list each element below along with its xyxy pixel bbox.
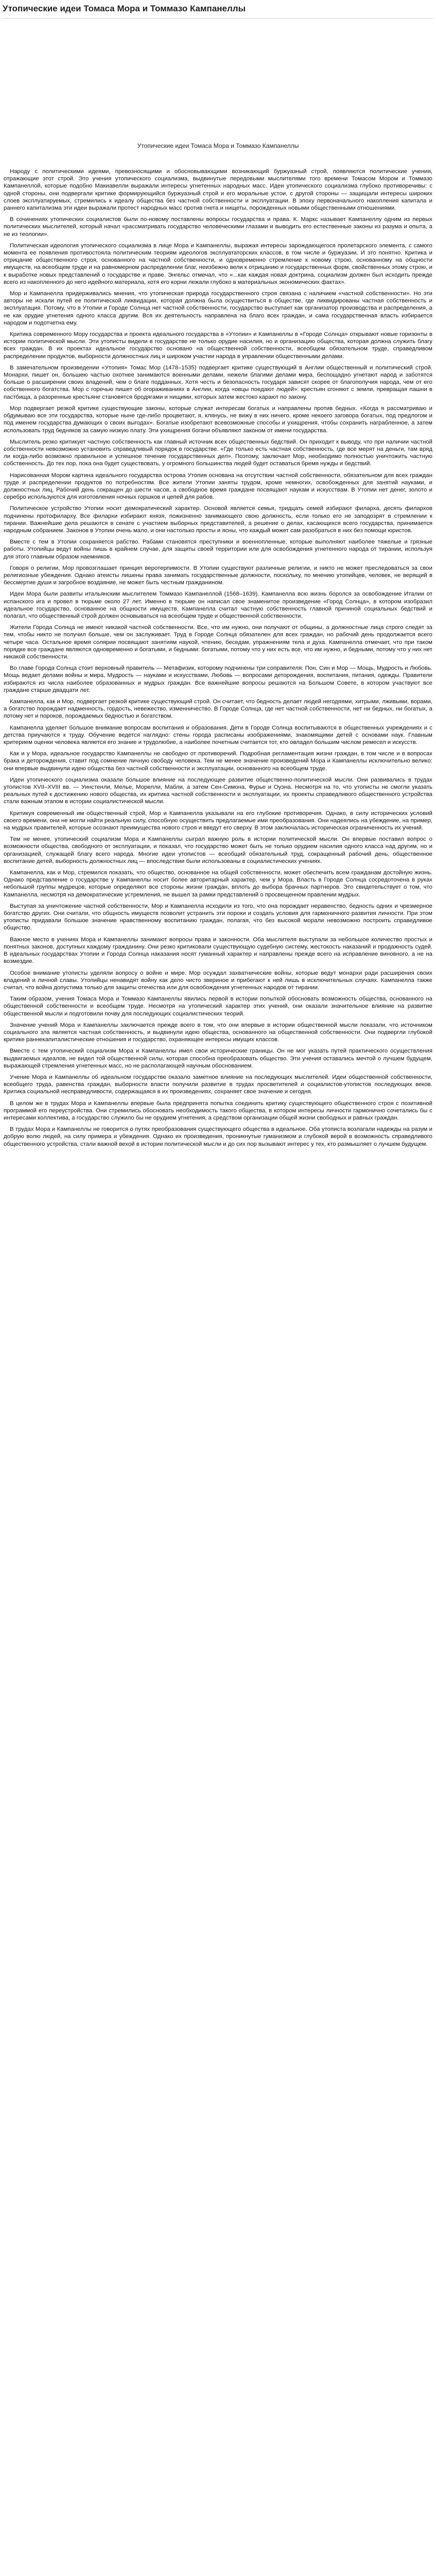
body-paragraph: Таким образом, учения Томаса Мора и Томмазо Кампанеллы явились первой в истории попыткой обосновать возможность общества, основанного на общественной собственности и всеобщем труде. Несмотря на утопический характер этих учений, они оказали значительное влияние на развитие общественной мысли и подготовили почву для последующих социалистических теорий. xyxy=(4,996,432,1017)
body-paragraph: Важное место в учениях Мора и Кампанеллы занимают вопросы права и законности. Оба мыслителя выступали за небольшое количество простых и понятных законов, доступных каждому гражданину. Они резко критиковали существующую судебную систему, жестокость наказаний и продажность судей. В идеальных государствах Утопии и Города Солнца наказания носят гуманный характер и направлены прежде всего на исправление виновного, а не на возмездие. xyxy=(4,936,432,965)
body-paragraph: Как и у Мора, идеальное государство Кампанеллы не свободно от противоречий. Подробная регламентация жизни граждан, в том числе и в вопросах брака и деторождения, ставит под сомнение личную свободу человека. Тем не менее значение произведений Мора и Кампанеллы исключительно велико: они впервые выдвинули идею общества без частной собственности и эксплуатации, основанного на всеобщем труде. xyxy=(4,751,432,772)
body-paragraph: Говоря о религии, Мор провозглашает принцип веротерпимости. В Утопии существуют различные религии, и никто не может преследоваться за свои религиозные убеждения. Однако атеисты лишены права занимать государственные должности, поскольку, по мнению утопийцев, человек, не верящий в бессмертие души и загробное воздаяние, не может быть честным гражданином. xyxy=(4,565,432,586)
page xyxy=(0,0,436,1173)
body-paragraph: В целом же в трудах Мора и Кампанеллы впервые была предпринята попытка соединить критику существующего общественного строя с позитивной программой его переустройства. Они стремились обосновать необходимость такого общества, в котором интересы личности гармонично сочетались бы с интересами коллектива, а государство служило бы не орудием угнетения, а средством организации общей жизни свободных и равных граждан. xyxy=(4,1100,432,1121)
body-paragraph: В сочинениях утопических социалистов были по-новому поставлены вопросы государства и права. К. Маркс называет Кампанеллу одним из первых политических мыслителей, который начал «рассматривать государство человеческими глазами и выводить его естественные законы из разума и опыта, а не из теологии». xyxy=(4,216,432,238)
body-paragraph: Вместе с тем утопический социализм Мора и Кампанеллы имел свои исторические границы. Он не мог указать путей практического осуществления выдвигаемых идеалов, не видел той общественной силы, которая способна преобразовать общество. Эти учения оставались мечтой о лучшем будущем, выражающей стремления угнетенных масс, но не располагающей научным обоснованием. xyxy=(4,1048,432,1069)
page-title: Утопические идеи Томаса Мора и Томмазо Кампанеллы xyxy=(3,4,246,13)
body-paragraph: Идеи утопического социализма оказали большое влияние на последующее развитие общественно-политической мысли. Они развивались в трудах утопистов XVII–XVIII вв. — Уинстенли, Мелье, Морелли, Мабли, а затем Сен-Симона, Фурье и Оуэна. Несмотря на то, что утописты не смогли указать реальных путей к достижению нового общества, их критика частной собственности и эксплуатации, их проекты справедливого общественного устройства стали важным этапом в истории социалистической мысли. xyxy=(4,776,432,805)
body-paragraph: Мыслитель резко критикует частную собственность как главный источник всех общественных бедствий. Он приходит к выводу, что при наличии частной собственности невозможно установить справедливый порядок в государстве. «Где только есть частная собственность, где все мерят на деньги, там вряд ли когда-либо возможно правильное и успешное течение государственных дел». Поэтому, заключает Мор, необходимо полностью уничтожить частную собственность. До тех пор, пока она будет существовать, у огромного большинства людей будет оставаться бремя нужды и бедствий. xyxy=(4,438,432,467)
body-paragraph: Мор подвергает резкой критике существующие законы, которые служат интересам богатых и направлены против бедных. «Когда я рассматриваю и обдумываю все эти государства, которые ныне где-либо процветают, я, клянусь, не вижу в них ничего, кроме некоего заговора богатых, под предлогом и под именем государства думающих о своих выгодах». Богатые изобретают всевозможные способы и ухищрения, чтобы сохранить награбленное, а затем использовать труд бедняков за самую низкую плату. Эти ухищрения богачи объявляют законом от имени государства. xyxy=(4,405,432,434)
body-paragraph: Критика современного Мору государства и проекта идеального государства в «Утопии» и Кампанеллы в «Городе Солнца» открывают новые горизонты в истории политической мысли. Эти утописты видели в государстве не только орудие насилия, но и организацию общества, которая должна служить благу всех граждан. В их проектах идеальное государство основано на общественной собственности, всеобщем обязательном труде, справедливом распределении продуктов, выборности должностных лиц и широком участии народа в управлении общественными делами. xyxy=(4,331,432,360)
body-paragraph: Нарисованная Мором картина идеального государства острова Утопия основана на отсутствии частной собственности, обязательном для всех граждан труде и распределении продуктов по потребностям. Все жители Утопии заняты трудом, кроме немногих, освобожденных для занятий науками, и должностных лиц. Рабочий день сокращен до шести часов, а свободное время граждане посвящают наукам и искусствам. В Утопии нет денег, золото и серебро используются для изготовления ночных горшков и цепей для рабов. xyxy=(4,472,432,501)
title-divider xyxy=(3,18,433,19)
body-paragraph: Кампанелла, как и Мор, подвергает резкой критике существующий строй. Он считает, что бедность делает людей негодяями, хитрыми, лживыми, ворами, а богатство порождает надменность, гордость, невежество, изменничество. В Городе Солнца, где нет частной собственности, нет ни бедных, ни богатых, а потому нет и пороков, порождаемых бедностью и богатством. xyxy=(4,699,432,720)
body-paragraph: Значение учений Мора и Кампанеллы заключается прежде всего в том, что они впервые в истории общественной мысли показали, что источником социального зла является частная собственность, и выдвинули идею общества, основанного на общественной собственности. Они подвергли глубокой критике раннекапиталистические отношения и государство, охраняющее интересы имущих классов. xyxy=(4,1022,432,1043)
body-paragraph: В замечательном произведении «Утопия» Томас Мор (1478–1535) подвергает критике существующий в Англии общественный и политический строй. Монархи, пишет он, большею частью охотнее занимаются военными делами, нежели благими делами мира, беспощадно угнетают народ и заботятся больше о расширении своих владений, чем о благе подданных. Хотя честь и безопасность государя зависят скорее от благополучия народа, чем от его собственного богатства. Мор с горечью пишет об огораживаниях в Англии, когда «овцы поедают людей»: крестьян сгоняют с земли, превращая пашни в пастбища, а разоренные крестьяне становятся бродягами и нищими, которых затем жестоко карают по закону. xyxy=(4,364,432,400)
body-paragraph: Критикуя современный им общественный строй, Мор и Кампанелла указывали на его глубокие противоречия. Однако, в силу исторических условий своего времени, они не могли найти реальную силу, способную осуществить предлагаемые ими преобразования. Они надеялись на убеждение, на пример, на мудрых правителей, которые осознают преимущества нового строя и введут его сверху. В этом заключалась историческая ограниченность их учений. xyxy=(4,810,432,832)
body-paragraph: Выступая за уничтожение частной собственности, Мор и Кампанелла исходили из того, что она порождает неравенство, бедность одних и чрезмерное богатство других. Они считали, что общность имуществ позволит устранить эти пороки и создать условия для гармоничного развития личности. При этом утописты придавали большое значение нравственному воспитанию граждан, полагая, что без высокой морали невозможно построить справедливое общество. xyxy=(4,903,432,931)
body-paragraph: Учение Мора и Кампанеллы об идеальном государстве оказало заметное влияние на последующих мыслителей. Идеи общественной собственности, всеобщего труда, равенства граждан, выборности власти получили развитие в трудах просветителей и социалистов-утопистов последующих веков. Критика социальной несправедливости, содержащаяся в их произведениях, сохраняет свое значение и сегодня. xyxy=(4,1074,432,1095)
body-paragraph: Идеи Мора были развиты итальянским мыслителем Томмазо Кампанеллой (1568–1639). Кампанелла всю жизнь боролся за освобождение Италии от испанского ига и провел в тюрьме около 27 лет. Именно в тюрьме он написал свое знаменитое произведение «Город Солнца», в котором изобразил идеальное государство, основанное на общности имуществ. Кампанелла считал частную собственность главной причиной социальных бедствий и полагал, что общественный строй должен основываться на всеобщем труде и общественной собственности. xyxy=(4,591,432,619)
body-paragraph: Вместе с тем в Утопии сохраняется рабство. Рабами становятся преступники и военнопленные, которые выполняют наиболее тяжелые и грязные работы. Утопийцы ведут войны лишь в крайнем случае, для защиты своей территории или для освобождения угнетенного народа от тирании, используя для этого главным образом наемников. xyxy=(4,539,432,560)
body-paragraph: Мор и Кампанелла придерживались мнения, что утопическая природа государственного строя связана с наличием «частной собственности». Но эти авторы не искали путей ее политической ликвидации, которая должна была осуществиться в обществе, где ликвидированы частная собственность и эксплуатация. Потому, что в Утопии и Городе Солнца нет частной собственности, государство выступает как организатор производства и распределения, а не как орудие угнетения одного класса другим. Вся их деятельность направлена на благо всех граждан, и сама государственная власть избирается народом и подотчетна ему. xyxy=(4,291,432,326)
document-heading: Утопические идеи Томаса Мора и Томмазо Кампанеллы xyxy=(137,142,299,149)
body-paragraph: Политическая идеология утопического социализма в лице Мора и Кампанеллы, выражая интересы зарождающегося пролетарского элемента, с самого момента ее появления противостояла политическим теориям идеологов эксплуататорских классов, в том числе и буржуазии. И это понятно. Критика и отрицание общественного строя, основанного на частной собственности, и одновременно стремление к новому строю, основанному на общности имуществ, на всеобщем труде и на равномерном распределении благ, неизбежно вели к отрицанию и государственных форм, свойственных этому строю, и к выработке новых представлений о государстве и праве. Энгельс отмечал, что «...как каждая новая доктрина, социализм должен был исходить прежде всего из накопленного до него идейного материала, хотя его корни лежали глубоко в материальных экономических фактах». xyxy=(4,242,432,285)
document-body xyxy=(3,168,433,1148)
body-paragraph: Народу с политическими идеями, превозносящими и обосновывающими возникающий буржуазный строй, появляются политические учения, отражающие этот строй. Это учения утопического социализма, выдвинутые передовыми мыслителями того времени Томасом Мором и Томмазо Кампанеллой, которые подобно Макиавелли выражали интересы угнетенных народных масс. Идеи утопического социализма глубоко противоречивы: с одной стороны, они подвергали критике формирующийся буржуазный строй и его моральные устои, с другой стороны — защищали интересы широких слоев эксплуатируемых, стремились к идеалу общества без частной собственности и эксплуатации. В эпоху первоначального накопления капитала и раннего капитализма эти идеи выражали протест народных масс против гнета и нищеты, порожденных новыми общественными отношениями. xyxy=(4,168,432,212)
body-paragraph: В трудах Мора и Кампанеллы не говорится о путях преобразования существующего общества в идеальное. Оба утописта возлагали надежды на разум и добрую волю людей, на силу примера и убеждения. Однако их произведения, проникнутые гуманизмом и глубокой верой в возможность справедливого общественного устройства, стали важной вехой в истории политической мысли и до сих пор вызывают интерес у тех, кто размышляет о лучшем будущем. xyxy=(4,1126,432,1147)
body-paragraph: Политическое устройство Утопии носит демократический характер. Основой является семья, тридцать семей избирают филарха, десять филархов подчинены протофиларху. Все филархи избирают князя, пожизненно занимающего свою должность, если только его не заподозрят в стремлении к тирании. Важнейшие дела решаются в сенате с участием выборных представителей, а решение о делах, касающихся всего государства, принимается народным собранием. Законов в Утопии очень мало, и они настолько просты и ясны, что каждый может сам разобраться в них без помощи юристов. xyxy=(4,505,432,534)
body-paragraph: Во главе Города Солнца стоит верховный правитель — Метафизик, которому подчинены три соправителя: Пон, Син и Мор — Мощь, Мудрость и Любовь. Мощь ведает делами войны и мира, Мудрость — науками и искусствами, Любовь — вопросами деторождения, воспитания, питания, одежды. Правители избираются из числа наиболее образованных и мудрых граждан. Все важнейшие вопросы решаются на Большом Совете, в котором участвуют все граждане старше двадцати лет. xyxy=(4,665,432,693)
body-paragraph: Особое внимание утописты уделяли вопросу о войне и мире. Мор осуждал захватнические войны, которые ведут монархи ради расширения своих владений и личной славы. Утопийцы ненавидят войну как дело чисто звериное и прибегают к ней лишь в исключительных случаях. Кампанелла также считал, что война допустима только для защиты отечества или для освобождения угнетенных народов от тирании. xyxy=(4,970,432,991)
body-paragraph: Кампанелла, как и Мор, стремился показать, что общество, основанное на общей собственности, может обеспечить всем гражданам достойную жизнь. Однако представление о государстве у Кампанеллы носит более авторитарный характер, чем у Мора. Власть в Городе Солнца сосредоточена в руках небольшой группы мудрецов, которые определяют все стороны жизни граждан, вплоть до выбора брачных партнеров. Это свидетельствует о том, что Кампанелла, несмотря на демократические устремления, не вышел за рамки представлений о просвещенном правлении мудрых. xyxy=(4,870,432,898)
body-paragraph: Кампанелла уделяет большое внимание вопросам воспитания и образования. Дети в Городе Солнца воспитываются в общественных учреждениях и с детства приучаются к труду. Обучение ведется наглядно: стены города расписаны изображениями, знакомящими детей с основами наук. Главным критерием оценки человека является его знание и трудолюбие, а наиболее почетным считается тот, кто овладел большим числом ремесел и искусств. xyxy=(4,724,432,746)
body-paragraph: Жители Города Солнца не имеют никакой частной собственности. Все, что им нужно, они получают от общины, а должностные лица строго следят за тем, чтобы никто не получил больше, чем он заслуживает. Труд в Городе Солнца обязателен для всех граждан, но рабочий день продолжается всего четыре часа. Остальное время солярии посвящают занятиям наукой, чтению, беседам, упражнениям тела и духа. Кампанелла отмечает, что при таком порядке все граждане являются одновременно и богатыми, и бедными: богатыми, потому что у них есть все, что им нужно, и бедными, потому что у них нет никакой собственности. xyxy=(4,624,432,660)
body-paragraph: Тем не менее, утопический социализм Мора и Кампанеллы сыграл важную роль в истории политической мысли. Он впервые поставил вопрос о возможности общества, свободного от эксплуатации, и показал, что государство может быть не только орудием насилия одного класса над другим, но и организацией, служащей благу всего народа. Многие идеи утопистов — всеобщий обязательный труд, сокращенный рабочий день, общественное воспитание детей, выборность должностных лиц — впоследствии были использованы в социалистических учениях. xyxy=(4,836,432,865)
